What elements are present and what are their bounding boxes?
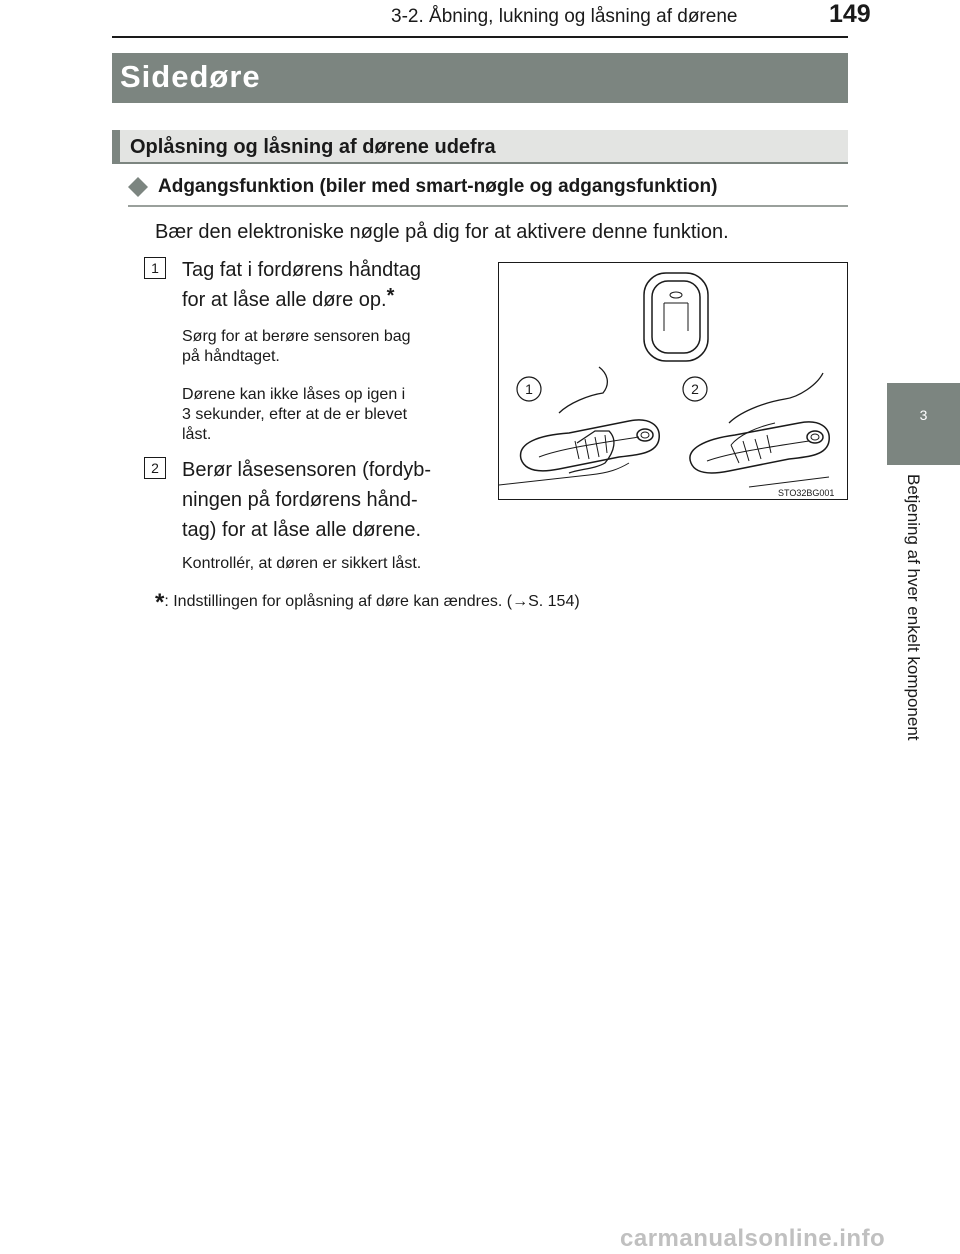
callout-2-icon	[683, 377, 707, 401]
step-2-line-2: ningen på fordørens hånd-	[182, 489, 418, 511]
page-header	[0, 0, 960, 40]
callout-1-label: 1	[525, 381, 533, 397]
header-rule	[112, 36, 848, 38]
subtitle-accent	[112, 130, 120, 164]
callout-1-icon	[517, 377, 541, 401]
step-2-line-1: Berør låsesensoren (fordyb-	[182, 459, 431, 481]
title-bar	[112, 53, 848, 103]
step-2-note-1: Kontrollér, at døren er sikkert låst.	[182, 555, 422, 572]
door-handle-right-icon	[690, 373, 829, 487]
page-title: Sidedøre	[120, 59, 261, 94]
subtitle: Oplåsning og låsning af dørene udefra	[130, 136, 496, 158]
step-number-2: 2	[144, 457, 166, 479]
smart-key-icon	[644, 273, 708, 361]
step-2-text	[182, 455, 477, 545]
note-line: Sørg for at berøre sensoren bag	[182, 328, 411, 345]
illustration-drawing	[499, 263, 849, 501]
subtitle-bar	[112, 130, 848, 164]
step-1-text	[182, 255, 477, 315]
door-handle-illustration	[498, 262, 848, 500]
header-section-title: 3-2. Åbning, lukning og låsning af dørene	[391, 6, 738, 27]
subtitle-rule	[112, 162, 848, 164]
figure-code: STO32BG001	[778, 488, 835, 498]
section-heading	[128, 175, 848, 207]
step-1-note-2	[182, 385, 477, 445]
watermark: carmanualsonline.info	[620, 1225, 886, 1252]
chapter-tab	[887, 383, 960, 465]
asterisk-mark: *	[386, 285, 395, 307]
note-line: Dørene kan ikke låses op igen i	[182, 386, 406, 403]
footnote-asterisk: *	[155, 589, 165, 616]
note-line: låst.	[182, 426, 212, 443]
callout-2-label: 2	[691, 381, 699, 397]
page-number: 149	[829, 0, 871, 28]
note-line: 3 sekunder, efter at de er blevet	[182, 406, 408, 423]
footnote	[155, 585, 580, 616]
footnote-text: : Indstillingen for oplåsning af døre kan ændres. (→S. 154)	[164, 593, 580, 610]
intro-text: Bær den elektroniske nøgle på dig for at aktivere denne funktion.	[155, 221, 729, 243]
section-heading-text: Adgangsfunktion (biler med smart-nøgle og adgangsfunktion)	[158, 176, 718, 197]
section-heading-rule	[128, 205, 848, 207]
step-1-line-1: Tag fat i fordørens håndtag	[182, 259, 422, 281]
note-line: på håndtaget.	[182, 348, 280, 365]
step-2-line-3: tag) for at låse alle dørene.	[182, 519, 422, 541]
step-1-line-2	[182, 285, 477, 315]
step-1-note-1	[182, 327, 477, 367]
chapter-label: Betjening af hver enkelt komponent	[904, 474, 923, 741]
step-1-line-2-text: for at låse alle døre op.	[182, 289, 387, 311]
chapter-number: 3	[919, 407, 928, 423]
step-number-1: 1	[144, 257, 166, 279]
diamond-icon	[128, 177, 148, 197]
